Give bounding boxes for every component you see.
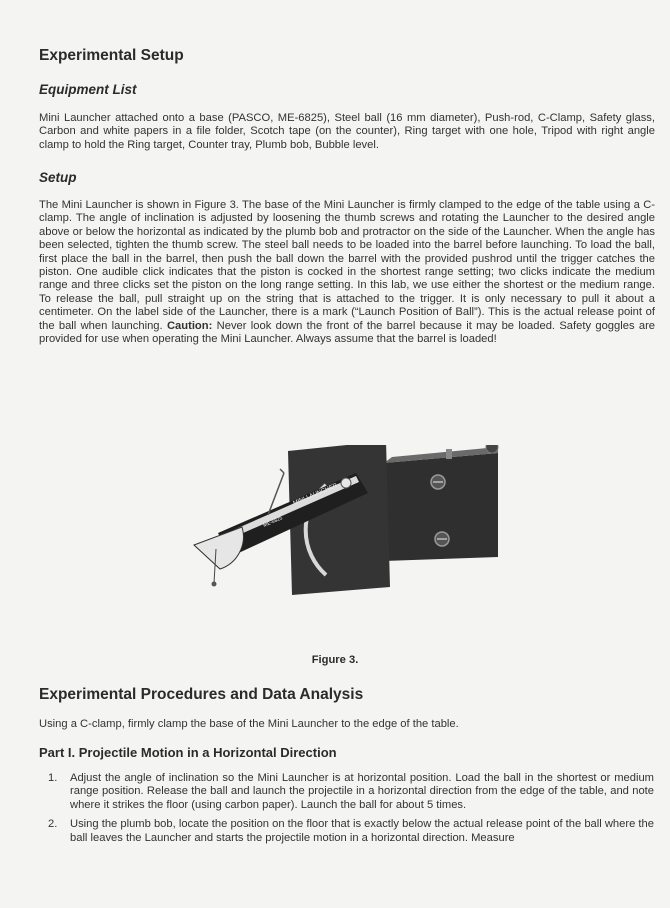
- setup-text-main: The Mini Launcher is shown in Figure 3. The base of the Mini Launcher is firmly clamped to the edge of the table using a C-clamp. The angle of inclination is adjusted by loosening the thumb screws and rotating the Launcher to the desired angle above or below the horizontal as indicated by the plumb bob and protractor on the side of the Launcher. When the angle has been selected, tighten the thumb screw. The steel ball needs to be loaded into the barrel before launching. To load the ball, first place the ball in the barrel, then push the ball down the barrel with the provided pushrod until the trigger catches the piston. One audible click indicates that the piston is cocked in the shortest range setting; two clicks indicate the medium range and three clicks set the piston on the long range setting. In this lab, we use either the shortest or the medium range. To release the ball, pull straight up on the string that is attached to the trigger. It is only necessary to pull it about a centimeter. On the label side of the Launcher, there is a mark (“Launch Position of Ball”). This is the actual release point of the ball when launching.: [39, 199, 655, 332]
- setup-text: [39, 199, 655, 346]
- section-title-experimental-setup: Experimental Setup: [39, 47, 184, 64]
- launcher-model-text: ME-6825: [262, 515, 284, 529]
- step-text: Using the plumb bob, locate the position on the floor that is exactly below the actual release point of the ball where the ball leaves the Launcher and starts the projectile motion in a horizontal direction. Measure: [70, 818, 654, 844]
- launcher-label-text: MINI LAUNCHER: [292, 482, 339, 507]
- procedure-step: [48, 818, 654, 845]
- setup-text-caution: Never look down the front of the barrel because it may be loaded. Safety goggles are provided for use when operating the Mini Launcher. Always assume that the barrel is loaded!: [39, 319, 656, 346]
- top-knob: [446, 449, 452, 459]
- mini-launcher-figure: [176, 445, 506, 595]
- section-title-procedures: Experimental Procedures and Data Analysis: [39, 686, 364, 703]
- procedure-step: [48, 772, 654, 812]
- step-number: 2.: [48, 818, 58, 831]
- heading-setup: Setup: [39, 170, 77, 185]
- steel-ball: [486, 445, 498, 453]
- step-number: 1.: [48, 772, 58, 784]
- part1-heading: Part I. Projectile Motion in a Horizontal Direction: [39, 745, 337, 760]
- equipment-list-text: Mini Launcher attached onto a base (PASCO, ME-6825), Steel ball (16 mm diameter), Push-rod, C-Clamp, Safety glass, Carbon and white papers in a file folder, Scotch tape (on the counter), Ring target with one hole, Tripod with right angle clamp to hold the Ring target, Counter tray, Plumb bob, Bubble level.: [39, 112, 655, 151]
- figure-caption: Figure 3.: [311, 654, 359, 666]
- step-text: Adjust the angle of inclination so the Mini Launcher is at horizontal position. Load the ball in the shortest or medium range position. Release the ball and launch the projectile in a horizontal direction from the edge of the table, and note where it strikes the floor (using carbon paper). Launch the ball for about 5 times.: [70, 772, 654, 811]
- launch-position-mark: [341, 478, 351, 488]
- plumb-bob: [212, 582, 217, 587]
- procedure-steps-list: [48, 772, 654, 845]
- procedures-intro: Using a C-clamp, firmly clamp the base of the Mini Launcher to the edge of the table.: [39, 718, 459, 730]
- caution-label: Caution:: [166, 319, 213, 332]
- heading-equipment-list: Equipment List: [39, 82, 137, 97]
